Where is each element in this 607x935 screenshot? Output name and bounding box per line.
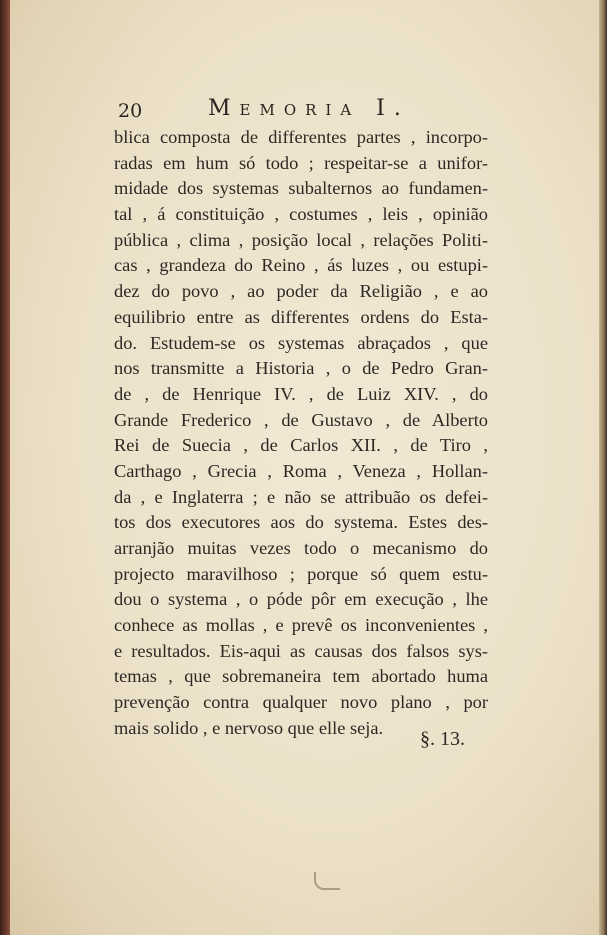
text-line: Carthago , Grecia , Roma , Veneza , Hollan-	[114, 460, 488, 481]
page-binding-edge	[0, 0, 10, 935]
text-line: nos transmitte a Historia , o de Pedro Gran-	[114, 358, 488, 379]
text-line: de , de Henrique IV. , de Luiz XIV. , do	[114, 383, 488, 404]
text-line-last: mais solido , e nervoso que elle seja.	[114, 717, 384, 738]
running-head	[118, 96, 498, 124]
page-fore-edge	[599, 0, 607, 935]
text-line: Grande Frederico , de Gustavo , de Alberto	[114, 409, 488, 430]
running-title: Memoria I.	[208, 96, 410, 121]
text-line: arranjão muitas vezes todo o mecanismo do	[114, 538, 488, 558]
text-line: conhece as mollas , e prevê os inconvenientes ,	[114, 615, 488, 636]
text-line: tos dos executores aos do systema. Estes des-	[114, 512, 488, 533]
text-line: radas em hum só todo ; respeitar-se a unifor-	[114, 152, 488, 173]
text-line: tal , á constituição , costumes , leis , opinião	[114, 204, 488, 225]
text-line: do. Estudem-se os systemas abraçados , que	[114, 332, 488, 353]
text-line: cas , grandeza do Reino , ás luzes , ou estupi-	[114, 255, 488, 276]
text-line: dou o systema , o póde pôr em execução , lhe	[114, 589, 488, 610]
text-line: midade dos systemas subalternos ao fundamen-	[114, 178, 488, 199]
text-line: prevenção contra qualquer novo plano , por	[114, 692, 488, 713]
catchword: §. 13.	[420, 728, 465, 750]
text-line: dez do povo , ao poder da Religião , e ao	[114, 281, 488, 302]
text-line: Rei de Suecia , de Carlos XII. , de Tiro ,	[114, 435, 488, 456]
page-number: 20	[118, 100, 143, 122]
body-text	[114, 125, 488, 742]
text-line: pública , clima , posição local , relações Politi-	[114, 229, 488, 250]
text-line: e resultados. Eis-aqui as causas dos falsos sys-	[114, 640, 488, 661]
text-line: equilibrio entre as differentes ordens do Esta-	[114, 306, 488, 327]
text-line: da , e Inglaterra ; e não se attribuão os defei-	[114, 486, 488, 507]
text-line: blica composta de differentes partes , incorpo-	[114, 127, 488, 147]
text-line: projecto maravilhoso ; porque só quem estu-	[114, 563, 488, 584]
text-line: temas , que sobremaneira tem abortado huma	[114, 666, 488, 687]
ink-mark-icon	[314, 872, 340, 890]
